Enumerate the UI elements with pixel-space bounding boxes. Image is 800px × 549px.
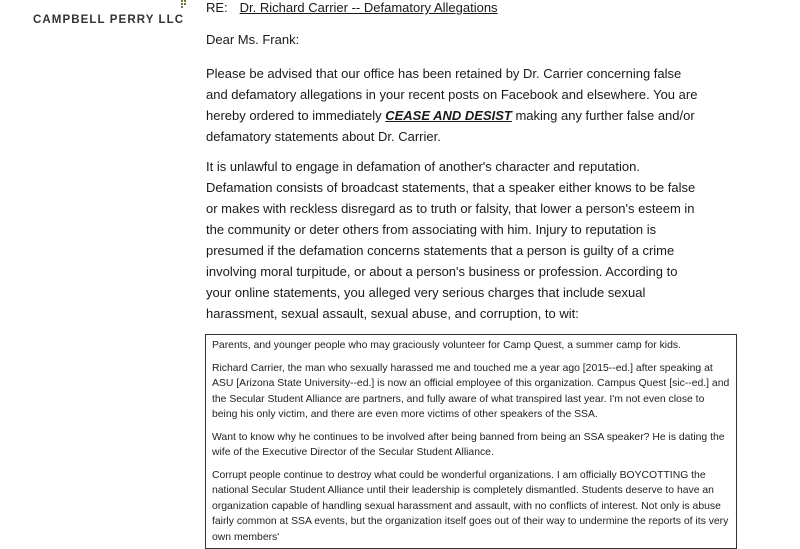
firm-logo xyxy=(33,14,184,26)
re-subject: Dr. Richard Carrier -- Defamatory Allegations xyxy=(239,0,498,15)
quoted-post-paragraph: Parents, and younger people who may graciously volunteer for Camp Quest, a summer camp for kids. xyxy=(212,340,681,351)
paragraph1-text-before: Please be advised that our office has been retained by Dr. Carrier concerning false and defamatory allegations in your recent posts on Facebook and elsewhere. You are hereby ordered to immediately xyxy=(206,66,698,123)
paragraph1-text-after: making any further false and/or defamatory statements about Dr. Carrier. xyxy=(206,108,695,144)
re-line xyxy=(206,0,498,16)
cease-and-desist-emphasis: CEASE AND DESIST xyxy=(385,108,512,123)
quoted-post-box xyxy=(205,334,737,549)
quoted-post-paragraph: Corrupt people continue to destroy what could be wonderful organizations. I am officially BOYCOTTING the national Secular Student Alliance until their leadership is completely dismantled. Students deserve to have an organization capable of handling sexual harassment and assault, with no conflicts of interest. Not only is abuse fairly common at SSA events, but the organization itself goes out of their way to undermine the reports of its very own members' xyxy=(212,469,729,543)
paragraph-cease-and-desist xyxy=(206,63,706,147)
quoted-post-paragraph: Want to know why he continues to be involved after being banned from being an SSA speaker? He is dating the wife of the Executive Director of the Secular Student Alliance. xyxy=(212,431,725,458)
logo-mark-icon xyxy=(178,0,186,10)
salutation: Dear Ms. Frank: xyxy=(206,32,300,47)
firm-name: CAMPBELL PERRY LLC xyxy=(33,14,185,26)
quoted-post-paragraph: Richard Carrier, the man who sexually harassed me and touched me a year ago [2015--ed.] after speaking at ASU [Arizona State University--ed.] is now an official employee of this organization. Campus Quest [sic--ed.] and the Secular Student Alliance are partners, and fully aware of what transpired last year. I'm not even close to being his only victim, and there are even more victims of other speakers of the SSA. xyxy=(212,362,730,420)
re-label: RE: xyxy=(206,0,228,15)
paragraph-defamation-law: It is unlawful to engage in defamation of another's character and reputation. Defamation consists of broadcast statements, that a speaker either knows to be false or makes with reckless disregard as to truth or falsity, that lower a person's esteem in the community or deter others from associating with him. Injury to reputation is presumed if the defamation concerns statements that a person is guilty of a crime involving moral turpitude, or about a person's business or profession. According to your online statements, you alleged very serious charges that include sexual harassment, sexual assault, sexual abuse, and corruption, to wit: xyxy=(206,159,696,321)
